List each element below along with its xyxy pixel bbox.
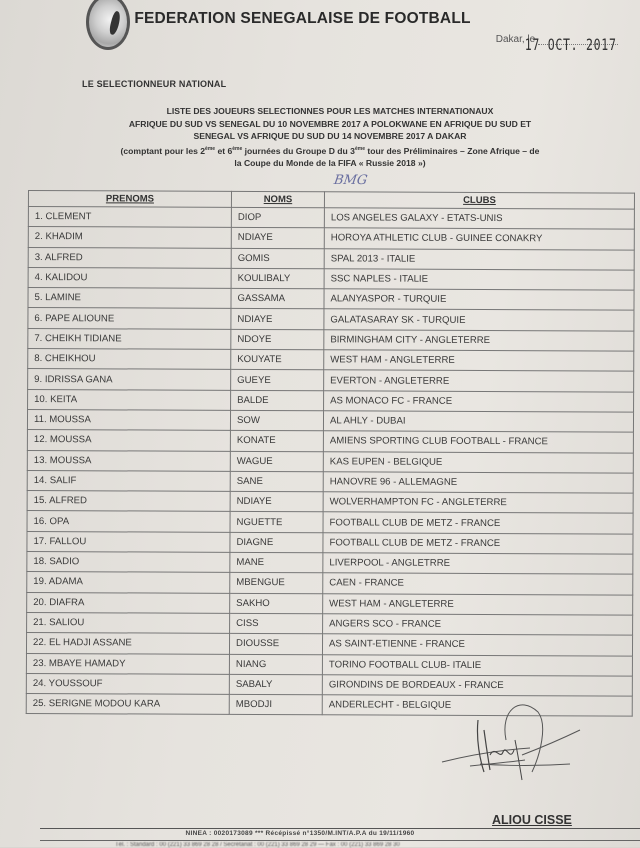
ordinal-sup: ème [232, 145, 243, 152]
intro-text: et 6 [215, 145, 233, 156]
player-club: GALATASARAY SK - TURQUIE [324, 309, 634, 331]
player-club: GIRONDINS DE BORDEAUX - FRANCE [322, 675, 632, 697]
table-row [28, 227, 634, 250]
player-first-name: 1. CLEMENT [28, 207, 231, 228]
player-first-name: 8. CHEIKHOU [28, 349, 231, 370]
player-club: HANOVRE 96 - ALLEMAGNE [323, 472, 633, 494]
player-first-name: 10. KEITA [28, 389, 231, 410]
intro-line-1: LISTE DES JOUEURS SELECTIONNES POUR LES MATCHES INTERNATIONAUX [166, 106, 494, 116]
table-row [28, 369, 634, 392]
player-first-name: 23. MBAYE HAMADY [26, 653, 229, 674]
intro-line-3: SENEGAL VS AFRIQUE DU SUD DU 14 NOVEMBRE 2017 A DAKAR [193, 131, 467, 141]
player-first-name: 25. SERIGNE MODOU KARA [26, 694, 229, 715]
player-first-name: 20. DIAFRA [27, 592, 230, 613]
player-last-name: MBODJI [229, 695, 322, 716]
table-row [28, 308, 634, 331]
footer-divider [40, 840, 640, 841]
table-row [28, 349, 634, 372]
footer-contacts: Tél. : Standard : 00 (221) 33 869 28 28 / Secrétariat : 00 (221) 33 869 28 29 — Fax : 00 (221) 33 869 28 30 [115, 842, 400, 848]
player-club: ANGERS SCO - FRANCE [323, 614, 633, 636]
player-last-name: BALDE [231, 390, 324, 411]
player-club: CAEN - FRANCE [323, 573, 633, 595]
player-first-name: 13. MOUSSA [27, 450, 230, 471]
header-prenoms: PRENOMS [28, 191, 231, 208]
intro-line-5: la Coupe du Monde de la FIFA « Russie 2018 ») [234, 157, 426, 168]
player-club: AS SAINT-ETIENNE - FRANCE [322, 634, 632, 656]
player-last-name: NDIAYE [230, 492, 323, 513]
player-first-name: 9. IDRISSA GANA [28, 369, 231, 390]
table-row [28, 328, 634, 351]
player-last-name: KOULIBALY [231, 268, 324, 289]
organization-name: FEDERATION SENEGALAISE DE FOOTBALL [134, 10, 471, 27]
table-row [27, 450, 633, 473]
player-club: SPAL 2013 - ITALIE [324, 248, 634, 270]
player-club: WEST HAM - ANGLETERRE [323, 593, 633, 615]
player-club: FOOTBALL CLUB DE METZ - FRANCE [323, 512, 633, 534]
organization-title [0, 10, 640, 28]
signature-icon [440, 700, 600, 800]
table-row [27, 409, 633, 432]
player-last-name: KONATE [230, 431, 323, 452]
player-first-name: 3. ALFRED [28, 247, 231, 268]
player-first-name: 19. ADAMA [27, 572, 230, 593]
table-row [27, 531, 633, 554]
table-row [28, 389, 634, 412]
header-noms: NOMS [231, 191, 324, 207]
squad-table [26, 190, 635, 717]
intro-line-2: AFRIQUE DU SUD VS SENEGAL DU 10 NOVEMBRE 2017 A POLOKWANE EN AFRIQUE DU SUD ET [128, 118, 532, 129]
player-first-name: 15. ALFRED [27, 491, 230, 512]
player-first-name: 5. LAMINE [28, 288, 231, 309]
player-first-name: 14. SALIF [27, 470, 230, 491]
squad-table-body [26, 207, 634, 717]
table-row [27, 430, 633, 453]
player-last-name: SABALY [229, 674, 322, 695]
intro-text: (comptant pour les 2 [120, 145, 206, 156]
footer-divider [40, 828, 640, 829]
player-club: AS MONACO FC - FRANCE [324, 390, 634, 412]
header-clubs: CLUBS [324, 192, 634, 209]
player-last-name: DIOP [231, 207, 324, 228]
player-first-name: 12. MOUSSA [27, 430, 230, 451]
player-last-name: NDIAYE [231, 309, 324, 330]
player-last-name: SANE [230, 471, 323, 492]
table-row [27, 572, 633, 595]
player-club: LOS ANGELES GALAXY - ETATS-UNIS [324, 208, 634, 230]
table-row [26, 673, 632, 696]
date-stamp: 17 OCT. 2017 [525, 35, 617, 54]
coach-name: ALIOU CISSE [492, 813, 572, 827]
table-row [27, 491, 633, 514]
player-last-name: NDIAYE [231, 228, 324, 249]
player-first-name: 24. YOUSSOUF [26, 673, 229, 694]
player-last-name: MANE [230, 552, 323, 573]
player-last-name: SAKHO [230, 593, 323, 614]
intro-text: journées du Groupe D du 3 [242, 145, 355, 156]
player-club: FOOTBALL CLUB DE METZ - FRANCE [323, 533, 633, 555]
player-first-name: 18. SADIO [27, 552, 230, 573]
player-club: TORINO FOOTBALL CLUB- ITALIE [322, 654, 632, 676]
player-last-name: DIOUSSE [229, 634, 322, 655]
player-last-name: WAGUE [230, 451, 323, 472]
table-row [27, 552, 633, 575]
player-last-name: GOMIS [231, 248, 324, 269]
intro-text: tour des Préliminaires – Zone Afrique – de [364, 145, 540, 156]
handwritten-initials: BMG [332, 173, 369, 188]
player-last-name: NDOYE [231, 329, 324, 350]
player-last-name: NGUETTE [230, 512, 323, 533]
player-first-name: 17. FALLOU [27, 531, 230, 552]
date-prefix: Dakar, le [495, 34, 536, 45]
player-last-name: NIANG [229, 654, 322, 675]
player-club: AMIENS SPORTING CLUB FOOTBALL - FRANCE [323, 431, 633, 453]
table-row [27, 612, 633, 635]
player-club: AL AHLY - DUBAI [323, 411, 633, 433]
player-club: WOLVERHAMPTON FC - ANGLETERRE [323, 492, 633, 514]
player-first-name: 7. CHEIKH TIDIANE [28, 328, 231, 349]
player-last-name: KOUYATE [231, 349, 324, 370]
player-first-name: 6. PAPE ALIOUNE [28, 308, 231, 329]
table-row [27, 592, 633, 615]
player-first-name: 11. MOUSSA [27, 409, 230, 430]
player-last-name: MBENGUE [230, 573, 323, 594]
player-club: ALANYASPOR - TURQUIE [324, 289, 634, 311]
intro-line-4 [30, 143, 630, 157]
table-row [28, 207, 634, 230]
player-last-name: DIAGNE [230, 532, 323, 553]
player-last-name: GUEYE [231, 370, 324, 391]
player-first-name: 2. KHADIM [28, 227, 231, 248]
player-club: EVERTON - ANGLETERRE [324, 370, 634, 392]
player-first-name: 21. SALIOU [27, 612, 230, 633]
player-first-name: 22. EL HADJI ASSANE [26, 633, 229, 654]
ordinal-sup: ème [205, 145, 216, 152]
player-last-name: CISS [230, 613, 323, 634]
player-first-name: 16. OPA [27, 511, 230, 532]
player-last-name: SOW [230, 410, 323, 431]
table-row [26, 653, 632, 676]
table-row [26, 633, 632, 656]
player-club: WEST HAM - ANGLETERRE [324, 350, 634, 372]
player-first-name: 4. KALIDOU [28, 267, 231, 288]
player-club: SSC NAPLES - ITALIE [324, 269, 634, 291]
table-row [27, 511, 633, 534]
player-club: LIVERPOOL - ANGLETRRE [323, 553, 633, 575]
ordinal-sup: ème [354, 145, 365, 152]
player-club: HOROYA ATHLETIC CLUB - GUINEE CONAKRY [324, 228, 634, 250]
table-row [27, 470, 633, 493]
table-row [28, 267, 634, 290]
document-intro [30, 105, 630, 169]
table-row [28, 288, 634, 311]
player-last-name: GASSAMA [231, 289, 324, 310]
table-row [28, 247, 634, 270]
footer-registration: NINEA : 0020173089 *** Récépissé n°1350/M.INT/A.P.A du 19/11/1960 [185, 830, 415, 837]
department-label: LE SELECTIONNEUR NATIONAL [82, 79, 227, 89]
player-club: BIRMINGHAM CITY - ANGLETERRE [324, 330, 634, 352]
player-club: KAS EUPEN - BELGIQUE [323, 451, 633, 473]
player-club: ANDERLECHT - BELGIQUE [322, 695, 632, 717]
